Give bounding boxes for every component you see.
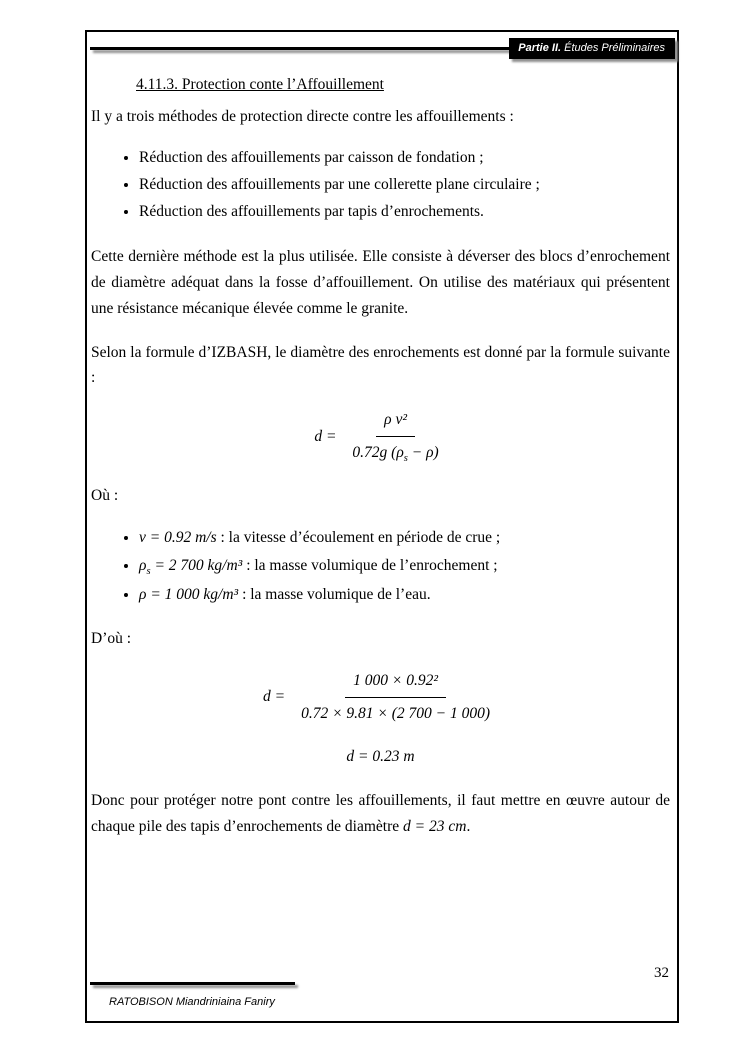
value-math (139, 586, 238, 603)
intro-paragraph: Il y a trois méthodes de protection directe contre les affouillements : (91, 107, 514, 125)
math-pre: ρ = 1 000 kg/m³ (139, 585, 239, 603)
value-text: : la masse volumique de l’eau. (238, 585, 431, 603)
fraction-denominator (344, 437, 446, 468)
result-formula: d = 0.23 m (346, 748, 415, 766)
numeric-formula (91, 668, 670, 726)
denominator-sub: s (403, 452, 408, 464)
header-part-label: Partie II. (518, 41, 562, 54)
fraction-numerator: ρ v² (376, 407, 415, 437)
conclusion-period: . (466, 817, 471, 835)
denominator-post: − ρ) (407, 443, 439, 461)
math-pre: v = 0.92 m/s (139, 528, 217, 546)
header-part-title: Études Préliminaires (561, 41, 665, 54)
section-heading: 4.11.3. Protection conte l’Affouillement (136, 76, 384, 93)
footer-rule (90, 982, 295, 985)
footer-author: RATOBISON Miandriniaina Faniry (109, 996, 275, 1008)
izbash-formula (91, 407, 670, 467)
header-banner (509, 38, 675, 59)
values-list (91, 525, 670, 610)
list-item (139, 582, 670, 610)
dou-label: D’où : (91, 630, 132, 648)
fraction-numerator: 1 000 × 0.92² (345, 668, 446, 698)
value-math (139, 529, 217, 546)
ou-label: Où : (91, 487, 119, 505)
list-item (139, 525, 670, 553)
method-paragraph: Cette dernière méthode est la plus utilisée. Elle consiste à déverser des blocs d’enrochement de diamètre adéquat dans la fosse d’affouillement. On utilise des matériaux qui présentent une résistance mécanique élevée comme le granite. (91, 248, 670, 317)
value-text: : la vitesse d’écoulement en période de crue ; (216, 528, 501, 546)
page-number: 32 (654, 965, 669, 981)
methods-list (91, 145, 670, 226)
denominator-pre: 0.72g (ρ (352, 443, 404, 461)
page-header (90, 37, 675, 59)
value-text: : la masse volumique de l’enrochement ; (242, 557, 498, 575)
math-sub: s (146, 566, 151, 578)
list-item: • Réduction des affouillements par caisson de fondation ; (139, 145, 670, 172)
conclusion-math: d = 23 cm (403, 817, 467, 835)
list-item: • Réduction des affouillements par une collerette plane circulaire ; (139, 172, 670, 199)
list-item (139, 553, 670, 581)
fraction (293, 668, 498, 726)
math-post: = 2 700 kg/m³ (150, 557, 243, 575)
conclusion-paragraph (91, 788, 670, 839)
izbash-paragraph: Selon la formule d’IZBASH, le diamètre des enrochements est donné par la formule suivante : (91, 343, 670, 387)
formula-lhs: d = (314, 428, 337, 446)
header-rule (90, 47, 509, 50)
page-border (85, 30, 679, 1023)
list-item: • Réduction des affouillements par tapis d’enrochements. (139, 199, 670, 226)
value-math (139, 557, 243, 578)
fraction (344, 407, 446, 467)
formula-lhs: d = (262, 688, 286, 706)
conclusion-text: Donc pour protéger notre pont contre les affouillements, il faut mettre en œuvre autour de chaque pile des tapis d’enrochements de diamètre (91, 792, 670, 835)
fraction-denominator: 0.72 × 9.81 × (2 700 − 1 000) (301, 704, 491, 722)
math-pre: ρ (139, 557, 147, 575)
document-content (91, 70, 670, 840)
